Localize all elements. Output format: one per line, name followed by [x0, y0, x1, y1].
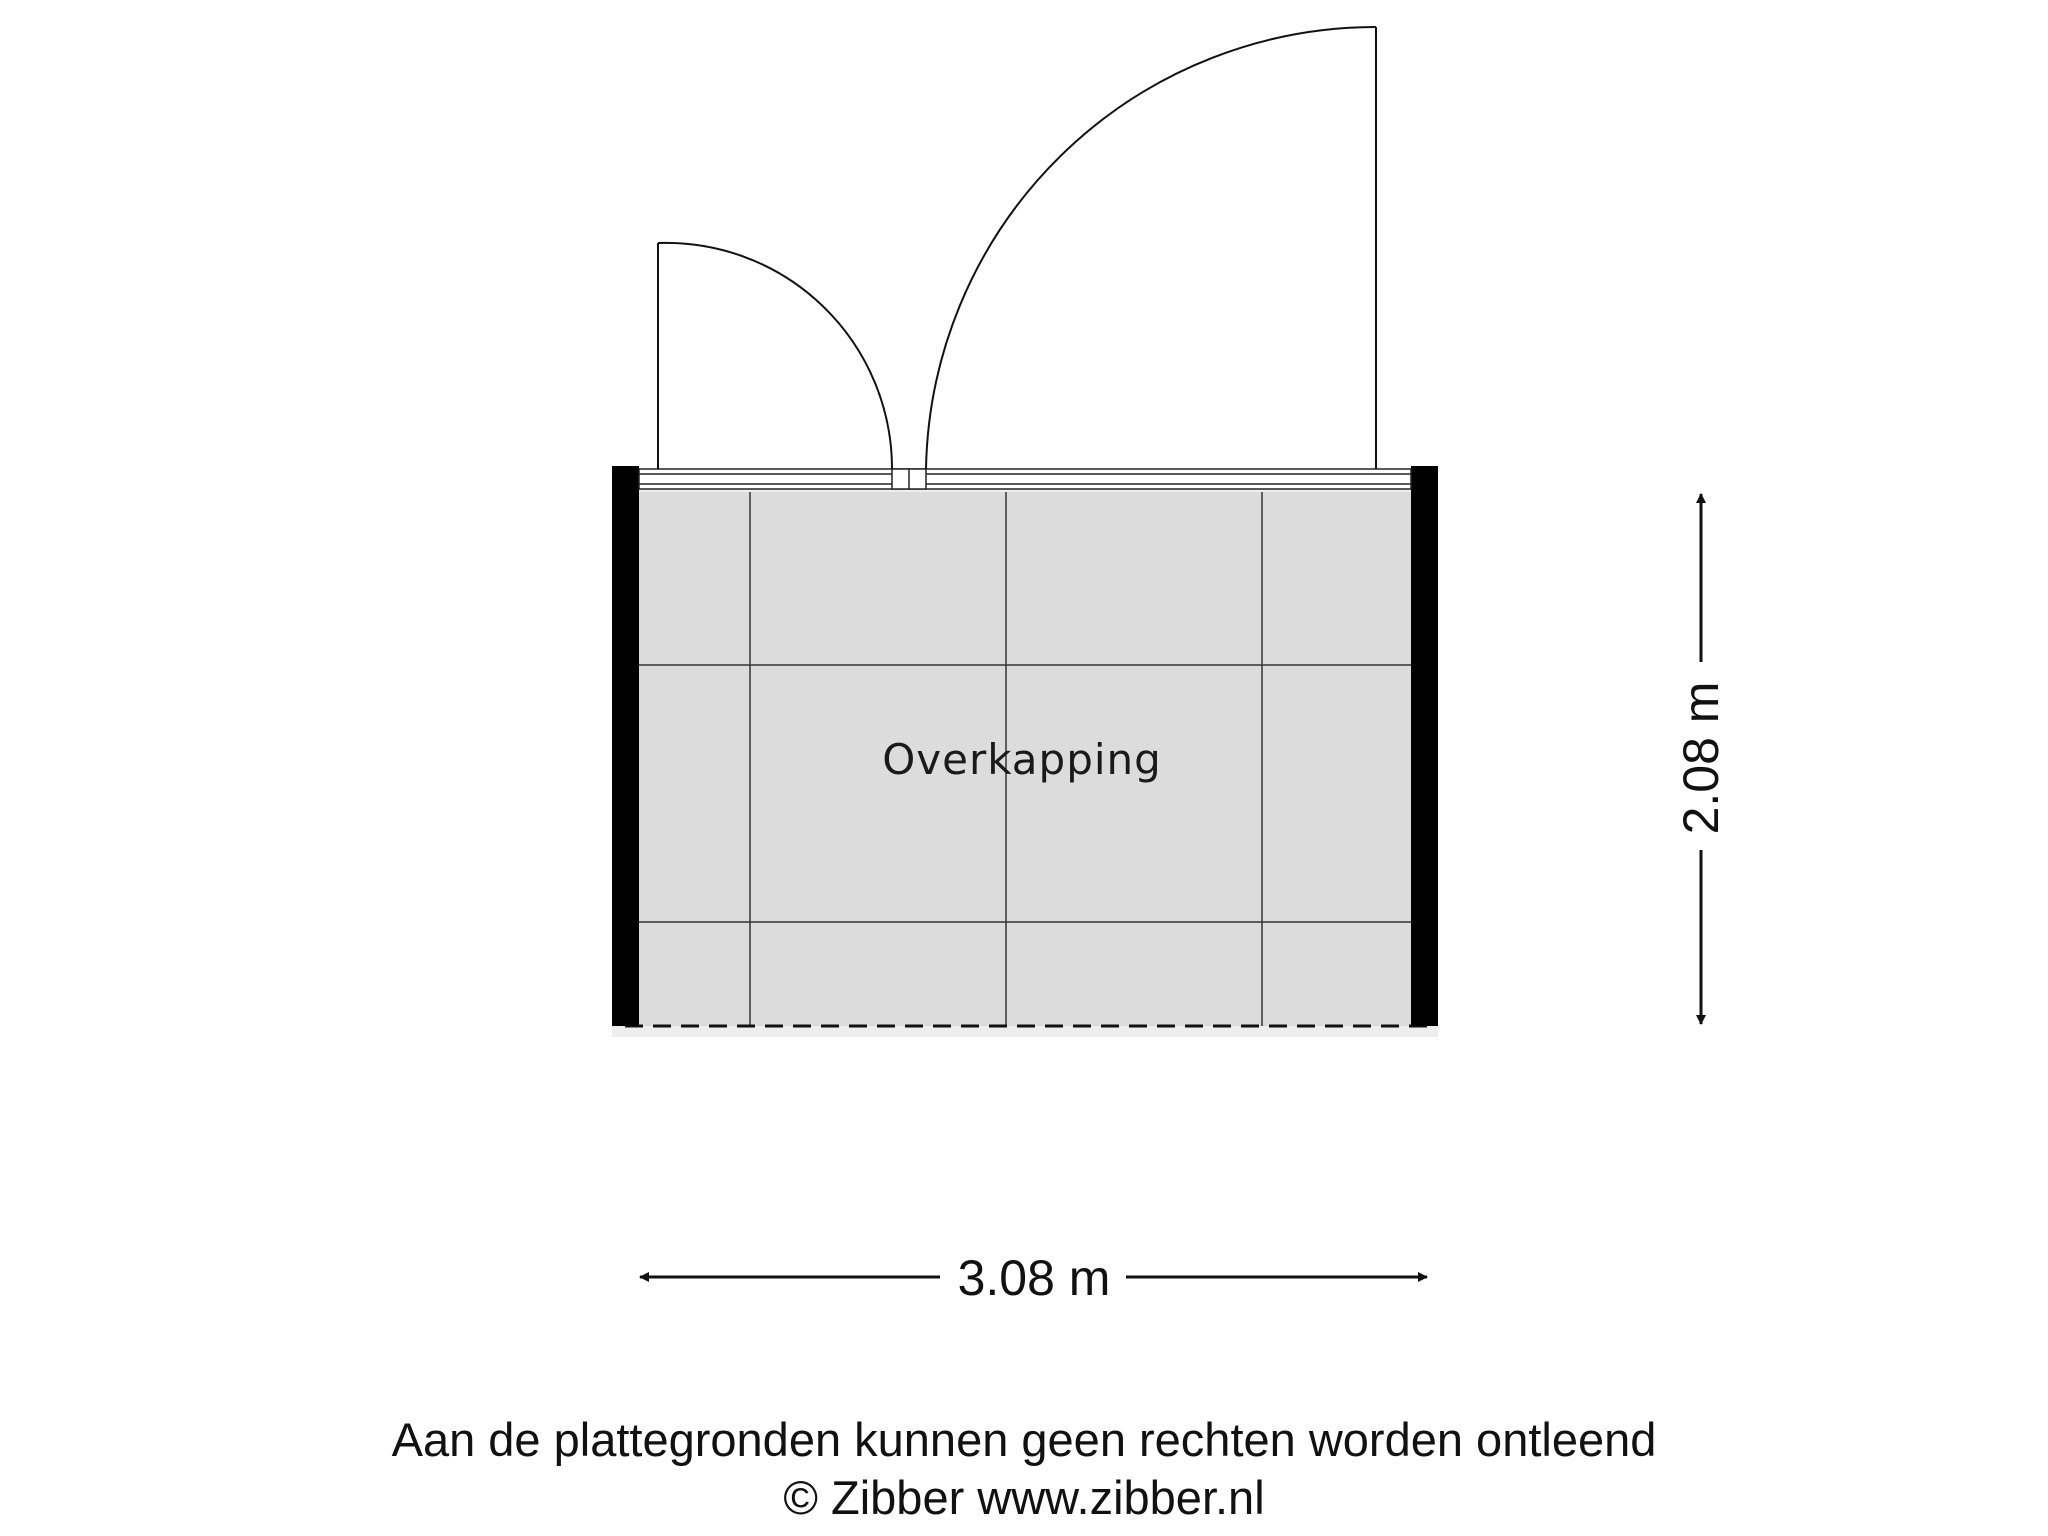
dimension-height: [1673, 494, 1729, 1024]
dimension-width: [640, 1250, 1427, 1306]
dimension-width-label: 3.08 m: [957, 1250, 1111, 1306]
copyright-text: © Zibber www.zibber.nl: [783, 1471, 1265, 1524]
room-overkapping: [612, 27, 1438, 1037]
dimension-height-label: 2.08 m: [1673, 681, 1729, 835]
disclaimer-text: Aan de plattegronden kunnen geen rechten worden ontleend: [391, 1413, 1657, 1466]
door-large-swing: [926, 27, 1376, 469]
door-small-swing: [658, 243, 892, 469]
wall-left: [612, 466, 639, 1026]
room-label: Overkapping: [882, 735, 1162, 784]
door-sill: [639, 469, 1411, 489]
wall-right: [1411, 466, 1438, 1026]
